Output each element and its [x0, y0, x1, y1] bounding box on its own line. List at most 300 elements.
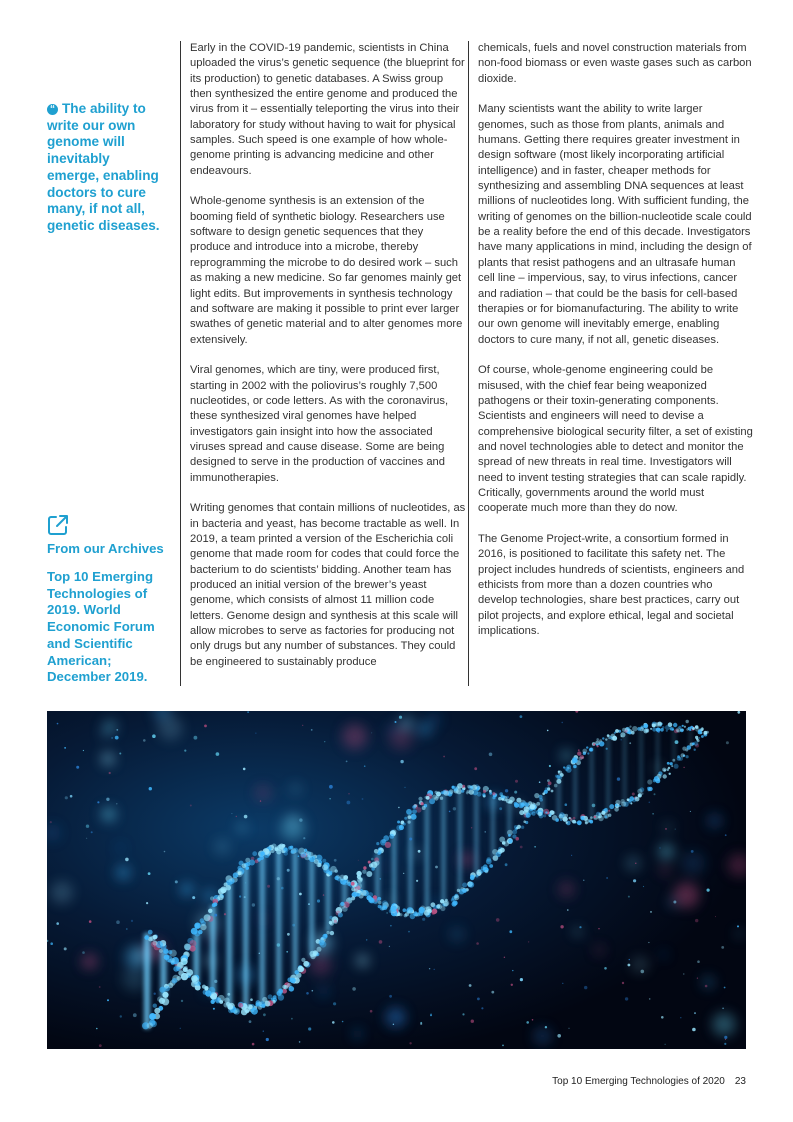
- scatter-particle: [462, 1013, 464, 1015]
- scatter-particle: [502, 1045, 504, 1047]
- bokeh-light: [385, 863, 391, 869]
- helix-particle: [468, 882, 474, 888]
- scatter-particle: [628, 896, 630, 898]
- scatter-particle: [695, 919, 698, 922]
- scatter-particle: [418, 850, 421, 853]
- scatter-particle: [371, 732, 372, 733]
- scatter-particle: [370, 1010, 373, 1013]
- helix-particle: [440, 906, 445, 911]
- helix-particle: [698, 737, 700, 739]
- helix-particle: [663, 774, 667, 778]
- helix-particle: [369, 863, 373, 867]
- helix-particle: [226, 885, 231, 890]
- scatter-particle: [617, 777, 620, 780]
- helix-particle: [682, 747, 686, 751]
- paragraph: chemicals, fuels and novel construction materials from non-food biomass or even waste gases such as carbon dioxide.: [478, 42, 752, 85]
- scatter-particle: [697, 978, 698, 979]
- scatter-particle: [143, 739, 146, 742]
- helix-particle: [512, 830, 517, 835]
- scatter-particle: [116, 729, 118, 731]
- scatter-particle: [190, 805, 192, 807]
- scatter-particle: [149, 787, 152, 790]
- helix-particle: [686, 728, 689, 731]
- scatter-particle: [192, 896, 195, 899]
- scatter-particle: [50, 942, 53, 945]
- scatter-particle: [291, 1018, 293, 1020]
- paragraph: Writing genomes that contain millions of nucleotides, as in bacteria and yeast, has become tractable as well. In 2019, a team printed a version of the Escherichia coli genome that made room for codes that could force the bacterium to do scientists’ bidding. Another team has produced an initial version of the brewer’s yeast genome, which consists of almost 11 million code letters. Genome design and synthesis at this scale will allow microbes to serve as factories for producing not only drugs but any number of substances. They could be engineered to sustainably produce: [190, 502, 466, 668]
- bokeh-light: [573, 927, 582, 936]
- scatter-particle: [116, 803, 117, 804]
- scatter-particle: [641, 970, 645, 974]
- scatter-particle: [116, 920, 120, 924]
- bokeh-light: [701, 975, 715, 989]
- helix-particle: [678, 726, 681, 729]
- bokeh-light: [342, 724, 367, 749]
- scatter-particle: [298, 855, 300, 857]
- helix-particle: [299, 967, 304, 972]
- helix-particle: [502, 841, 506, 845]
- helix-particle: [339, 875, 345, 881]
- helix-particle: [655, 722, 660, 727]
- helix-particle: [245, 1009, 249, 1013]
- bokeh-light: [122, 967, 146, 991]
- helix-particle: [204, 914, 211, 921]
- helix-particle: [694, 749, 696, 751]
- scatter-particle: [111, 737, 112, 738]
- helix-particle: [461, 789, 464, 792]
- scatter-particle: [606, 877, 608, 879]
- scatter-particle: [485, 831, 486, 832]
- helix-particle: [629, 796, 634, 801]
- scatter-particle: [722, 1008, 724, 1010]
- helix-particle: [573, 765, 577, 769]
- helix-particle: [514, 803, 519, 808]
- scatter-particle: [299, 893, 302, 896]
- scatter-particle: [408, 931, 410, 933]
- pull-quote: [47, 101, 165, 235]
- helix-particle: [153, 1004, 157, 1008]
- scatter-particle: [133, 1013, 137, 1017]
- helix-particle: [144, 935, 149, 940]
- scatter-particle: [690, 811, 691, 812]
- helix-particle: [485, 870, 488, 873]
- helix-particle: [533, 810, 536, 813]
- scatter-particle: [692, 1028, 696, 1032]
- helix-particle: [255, 859, 259, 863]
- helix-particle: [570, 819, 573, 822]
- bokeh-light: [386, 1008, 406, 1028]
- helix-particle: [596, 738, 599, 741]
- scatter-particle: [362, 798, 364, 800]
- scatter-particle: [126, 928, 128, 930]
- scatter-particle: [512, 970, 513, 971]
- helix-particle: [290, 978, 296, 984]
- scatter-particle: [725, 1039, 726, 1040]
- helix-particle: [585, 821, 588, 824]
- scatter-particle: [247, 711, 249, 713]
- bokeh-light: [100, 729, 110, 739]
- helix-particle: [482, 793, 485, 796]
- scatter-particle: [152, 734, 156, 738]
- helix-particle: [601, 811, 605, 815]
- scatter-particle: [303, 837, 305, 839]
- helix-particle: [682, 725, 684, 727]
- scatter-particle: [99, 1044, 102, 1047]
- helix-particle: [378, 905, 382, 909]
- scatter-particle: [683, 767, 684, 768]
- scatter-particle: [560, 925, 563, 928]
- helix-particle: [627, 798, 630, 801]
- scatter-particle: [286, 951, 288, 953]
- scatter-particle: [697, 960, 700, 963]
- scatter-particle: [649, 998, 651, 1000]
- scatter-particle: [583, 880, 584, 881]
- helix-particle: [159, 949, 163, 953]
- scatter-particle: [409, 1042, 411, 1044]
- scatter-particle: [545, 1026, 547, 1028]
- helix-particle: [173, 966, 179, 972]
- scatter-particle: [489, 753, 493, 757]
- scatter-particle: [329, 798, 330, 799]
- bokeh-light: [50, 881, 73, 904]
- helix-particle: [577, 751, 581, 755]
- helix-particle: [377, 897, 381, 901]
- scatter-particle: [569, 1028, 570, 1029]
- page-number: 23: [734, 1076, 746, 1087]
- bokeh-light: [662, 822, 673, 833]
- bokeh-light: [387, 723, 399, 735]
- scatter-particle: [386, 912, 387, 913]
- scatter-particle: [188, 976, 189, 977]
- scatter-particle: [504, 957, 505, 958]
- scatter-particle: [266, 1038, 269, 1041]
- helix-particle: [566, 767, 572, 773]
- scatter-particle: [213, 1008, 215, 1010]
- helix-particle: [462, 888, 467, 893]
- scatter-particle: [214, 980, 217, 983]
- helix-particle: [493, 855, 499, 861]
- scatter-particle: [56, 922, 59, 925]
- scatter-particle: [726, 741, 729, 744]
- scatter-particle: [91, 831, 93, 833]
- scatter-particle: [579, 926, 581, 928]
- helix-particle: [376, 842, 379, 845]
- scatter-particle: [154, 993, 156, 995]
- helix-particle: [162, 992, 168, 998]
- scatter-particle: [568, 767, 569, 768]
- scatter-particle: [416, 880, 418, 882]
- scatter-particle: [481, 1007, 483, 1009]
- scatter-particle: [239, 895, 241, 897]
- bokeh-light: [460, 853, 474, 867]
- helix-particle: [322, 864, 328, 870]
- scatter-particle: [64, 947, 67, 950]
- scatter-particle: [252, 903, 255, 906]
- helix-particle: [676, 729, 679, 732]
- helix-particle: [608, 810, 610, 812]
- scatter-particle: [120, 1015, 122, 1017]
- scatter-particle: [324, 741, 325, 742]
- helix-particle: [605, 738, 607, 740]
- helix-particle: [452, 786, 455, 789]
- scatter-particle: [511, 984, 513, 986]
- scatter-particle: [694, 1012, 696, 1014]
- helix-particle: [569, 817, 571, 819]
- scatter-particle: [267, 885, 270, 888]
- helix-particle: [572, 761, 575, 764]
- helix-particle: [508, 834, 511, 837]
- helix-particle: [666, 768, 669, 771]
- scatter-particle: [82, 951, 85, 954]
- helix-particle: [172, 978, 178, 984]
- scatter-particle: [432, 911, 436, 915]
- scatter-particle: [705, 985, 708, 988]
- scatter-particle: [612, 735, 613, 736]
- helix-particle: [310, 954, 315, 959]
- helix-particle: [684, 726, 686, 728]
- helix-particle: [638, 794, 641, 797]
- helix-particle: [329, 916, 332, 919]
- scatter-particle: [501, 795, 503, 797]
- helix-particle: [194, 931, 200, 937]
- helix-particle: [184, 943, 191, 950]
- helix-particle: [648, 789, 651, 792]
- helix-particle: [411, 814, 417, 820]
- scatter-particle: [323, 894, 324, 895]
- helix-particle: [343, 881, 348, 886]
- scatter-particle: [496, 918, 500, 922]
- helix-particle: [677, 755, 680, 758]
- helix-particle: [667, 762, 670, 765]
- page-footer: [552, 1076, 746, 1087]
- scatter-particle: [347, 801, 351, 805]
- helix-particle: [614, 807, 619, 812]
- helix-particle: [298, 848, 305, 855]
- scatter-particle: [625, 997, 628, 1000]
- scatter-particle: [404, 787, 405, 788]
- helix-particle: [164, 949, 169, 954]
- helix-particle: [288, 846, 292, 850]
- scatter-particle: [469, 984, 472, 987]
- helix-particle: [695, 727, 700, 732]
- bokeh-light: [116, 866, 130, 880]
- helix-particle: [700, 728, 703, 731]
- bokeh-light: [290, 783, 302, 795]
- helix-particle: [672, 728, 674, 730]
- text-column-1: [180, 41, 466, 686]
- scatter-particle: [393, 1024, 394, 1025]
- scatter-particle: [277, 877, 280, 880]
- scatter-particle: [429, 968, 430, 969]
- helix-particle: [378, 901, 381, 904]
- helix-particle: [632, 726, 637, 731]
- helix-particle: [159, 987, 165, 993]
- scatter-particle: [50, 821, 52, 823]
- helix-particle: [660, 728, 664, 732]
- scatter-particle: [400, 760, 403, 763]
- scatter-particle: [302, 725, 303, 726]
- helix-particle: [673, 723, 677, 727]
- helix-particle: [443, 900, 449, 906]
- helix-particle: [219, 1000, 223, 1004]
- helix-particle: [663, 769, 666, 772]
- scatter-particle: [83, 750, 84, 751]
- helix-particle: [454, 895, 459, 900]
- helix-particle: [593, 743, 595, 745]
- helix-particle: [652, 727, 656, 731]
- helix-particle: [151, 941, 157, 947]
- scatter-particle: [334, 859, 337, 862]
- helix-particle: [632, 793, 635, 796]
- scatter-particle: [578, 749, 580, 751]
- scatter-particle: [255, 733, 256, 734]
- helix-particle: [466, 791, 469, 794]
- scatter-particle: [86, 838, 87, 839]
- scatter-particle: [342, 1021, 344, 1023]
- helix-particle: [319, 940, 325, 946]
- scatter-particle: [168, 984, 170, 986]
- paragraph: Early in the COVID-19 pandemic, scientists in China uploaded the virus’s genetic sequence (the blueprint for its production) to genetic databases. A Swiss group then synthesized the entire genome and produced the virus from it – essentially teleporting the virus into their laboratory for study without having to wait for physical samples. Such speed is one example of how whole-genome printing is advancing medicine and other endeavours.: [190, 42, 465, 177]
- helix-particle: [441, 791, 444, 794]
- bokeh-light: [449, 927, 465, 943]
- helix-particle: [501, 798, 504, 801]
- helix-particle: [692, 742, 695, 745]
- scatter-particle: [180, 1028, 181, 1029]
- helix-particle: [556, 818, 558, 820]
- scatter-particle: [528, 941, 529, 942]
- helix-particle: [351, 882, 355, 886]
- external-link-icon[interactable]: [47, 514, 69, 536]
- scatter-particle: [250, 998, 253, 1001]
- dna-helix-illustration: [47, 711, 746, 1049]
- scatter-particle: [352, 987, 356, 991]
- scatter-particle: [715, 916, 716, 917]
- bokeh-light: [356, 954, 369, 967]
- helix-particle: [200, 924, 206, 930]
- scatter-particle: [243, 768, 246, 771]
- bokeh-light: [82, 954, 97, 969]
- helix-particle: [326, 931, 329, 934]
- helix-particle: [251, 1008, 258, 1015]
- scatter-particle: [652, 813, 654, 815]
- helix-particle: [542, 792, 545, 795]
- helix-particle: [670, 762, 673, 765]
- scatter-particle: [245, 882, 246, 883]
- helix-particle: [150, 936, 155, 941]
- scatter-particle: [557, 1034, 561, 1038]
- scatter-particle: [249, 1020, 252, 1023]
- helix-particle: [412, 805, 416, 809]
- bokeh-light: [428, 713, 440, 725]
- helix-particle: [164, 954, 170, 960]
- helix-particle: [406, 809, 412, 815]
- scatter-particle: [379, 940, 383, 944]
- helix-particle: [403, 823, 406, 826]
- helix-particle: [421, 802, 424, 805]
- helix-particle: [696, 738, 699, 741]
- helix-particle: [148, 930, 153, 935]
- scatter-particle: [312, 990, 314, 992]
- helix-particle: [620, 735, 622, 737]
- helix-particle: [303, 961, 309, 967]
- scatter-particle: [348, 793, 349, 794]
- scatter-particle: [236, 816, 237, 817]
- scatter-particle: [683, 973, 684, 974]
- scatter-particle: [673, 901, 676, 904]
- helix-particle: [340, 902, 344, 906]
- helix-particle: [644, 729, 649, 734]
- scatter-particle: [422, 918, 425, 921]
- scatter-particle: [598, 928, 599, 929]
- scatter-particle: [231, 813, 232, 814]
- helix-particle: [519, 810, 524, 815]
- scatter-particle: [622, 982, 624, 984]
- helix-particle: [154, 1008, 160, 1014]
- scatter-particle: [665, 828, 667, 830]
- scatter-particle: [131, 920, 133, 922]
- scatter-particle: [366, 939, 367, 940]
- scatter-particle: [691, 850, 694, 853]
- helix-particle: [590, 816, 593, 819]
- helix-particle: [462, 883, 467, 888]
- helix-particle: [261, 851, 265, 855]
- scatter-particle: [308, 903, 310, 905]
- scatter-particle: [287, 933, 290, 936]
- scatter-particle: [707, 889, 710, 892]
- bokeh-light: [417, 721, 432, 736]
- scatter-particle: [183, 961, 186, 964]
- scatter-particle: [109, 772, 111, 774]
- paragraph: The Genome Project-write, a consortium formed in 2016, is positioned to facilitate this safety net. The project includes hundreds of scientists, engineers and ethicists from more than a dozen countries who develop technologies, share best practices, carry out pilot projects, and explore ethical, legal and societal implications.: [478, 533, 745, 638]
- bokeh-light: [658, 844, 674, 860]
- scatter-particle: [515, 837, 519, 841]
- scatter-particle: [633, 879, 636, 882]
- scatter-particle: [308, 1027, 311, 1030]
- helix-particle: [586, 746, 588, 748]
- helix-particle: [212, 903, 216, 907]
- scatter-particle: [649, 802, 651, 804]
- bokeh-light: [631, 956, 648, 973]
- helix-particle: [426, 796, 430, 800]
- bokeh-light: [353, 1029, 363, 1039]
- quote-icon: “: [47, 104, 58, 115]
- bokeh-light: [101, 752, 115, 766]
- scatter-particle: [604, 967, 607, 970]
- scatter-particle: [125, 858, 129, 862]
- helix-particle: [476, 875, 479, 878]
- scatter-particle: [724, 987, 726, 989]
- scatter-particle: [235, 1009, 239, 1013]
- scatter-particle: [148, 872, 151, 875]
- scatter-particle: [381, 906, 384, 909]
- helix-particle: [589, 748, 593, 752]
- helix-particle: [551, 790, 554, 793]
- helix-particle: [385, 842, 391, 848]
- scatter-particle: [654, 793, 656, 795]
- helix-particle: [279, 844, 285, 850]
- scatter-particle: [263, 1031, 264, 1032]
- scatter-particle: [332, 1021, 335, 1024]
- helix-particle: [538, 812, 543, 817]
- helix-particle: [205, 990, 211, 996]
- scatter-particle: [106, 798, 109, 801]
- scatter-particle: [562, 983, 563, 984]
- helix-particle: [366, 871, 372, 877]
- scatter-particle: [287, 869, 290, 872]
- helix-particle: [330, 922, 334, 926]
- bokeh-light: [674, 882, 700, 908]
- scatter-particle: [675, 740, 679, 744]
